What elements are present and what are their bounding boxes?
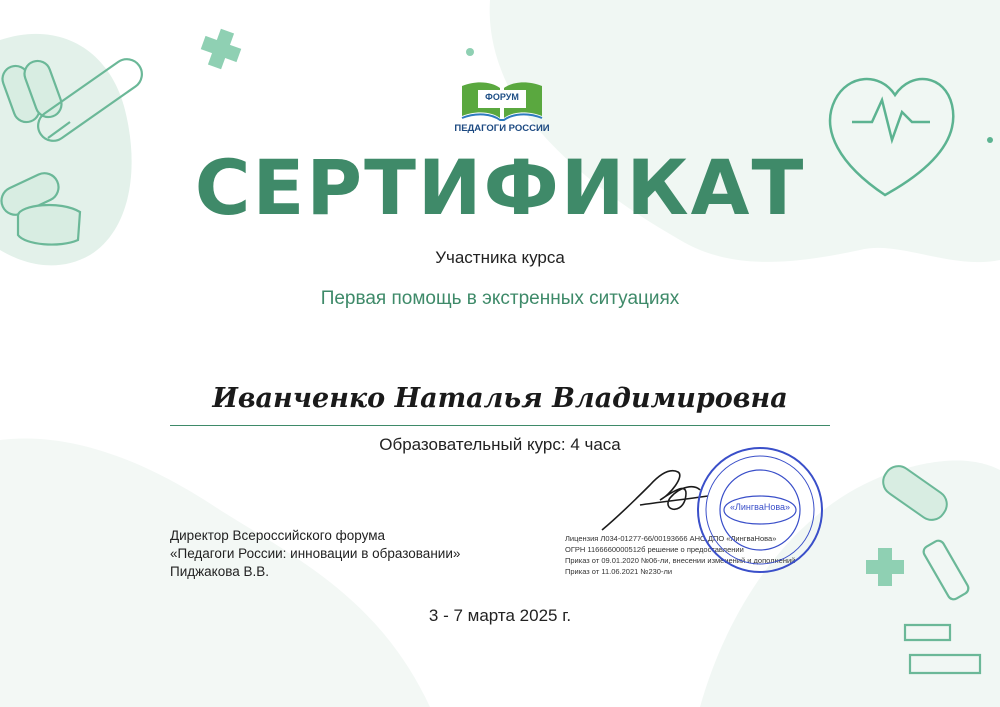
forum-logo <box>452 78 552 140</box>
license-line-3: Приказ от 09.01.2020 №06-ли, внесении изменений и дополнений <box>565 556 796 565</box>
course-date: 3 - 7 марта 2025 г. <box>428 606 572 625</box>
license-line-1: Лицензия Л034-01277-66/00193666 АНО ДПО «ЛингваНова» <box>565 534 777 543</box>
certificate-subtitle: Участника курса <box>435 248 565 267</box>
participant-name: Иванченко Наталья Владимировна <box>212 383 788 414</box>
medical-cross-icon-top <box>197 25 246 74</box>
license-line-4: Приказ от 11.06.2021 №230-ли <box>565 567 673 576</box>
license-line-2: ОГРН 1166660000512б решение о предоставлении <box>565 545 744 554</box>
certificate-title: СЕРТИФИКАТ <box>194 143 806 232</box>
director-name: Пиджакова В.В. <box>170 564 270 579</box>
director-forum: «Педагоги России: инновации в образовании» <box>170 546 461 561</box>
director-block <box>170 527 460 581</box>
logo-bottom-text: ПЕДАГОГИ РОССИИ <box>454 123 550 134</box>
name-underline <box>170 425 830 426</box>
official-stamp <box>695 445 825 575</box>
logo-top-text: ФОРУМ <box>485 92 519 102</box>
director-title: Директор Всероссийского форума <box>170 528 385 543</box>
course-hours: Образовательный курс: 4 часа <box>379 435 621 454</box>
stamp-center-text: «ЛингваНова» <box>729 502 791 512</box>
course-name: Первая помощь в экстренных ситуациях <box>320 288 680 309</box>
signature <box>600 460 710 535</box>
